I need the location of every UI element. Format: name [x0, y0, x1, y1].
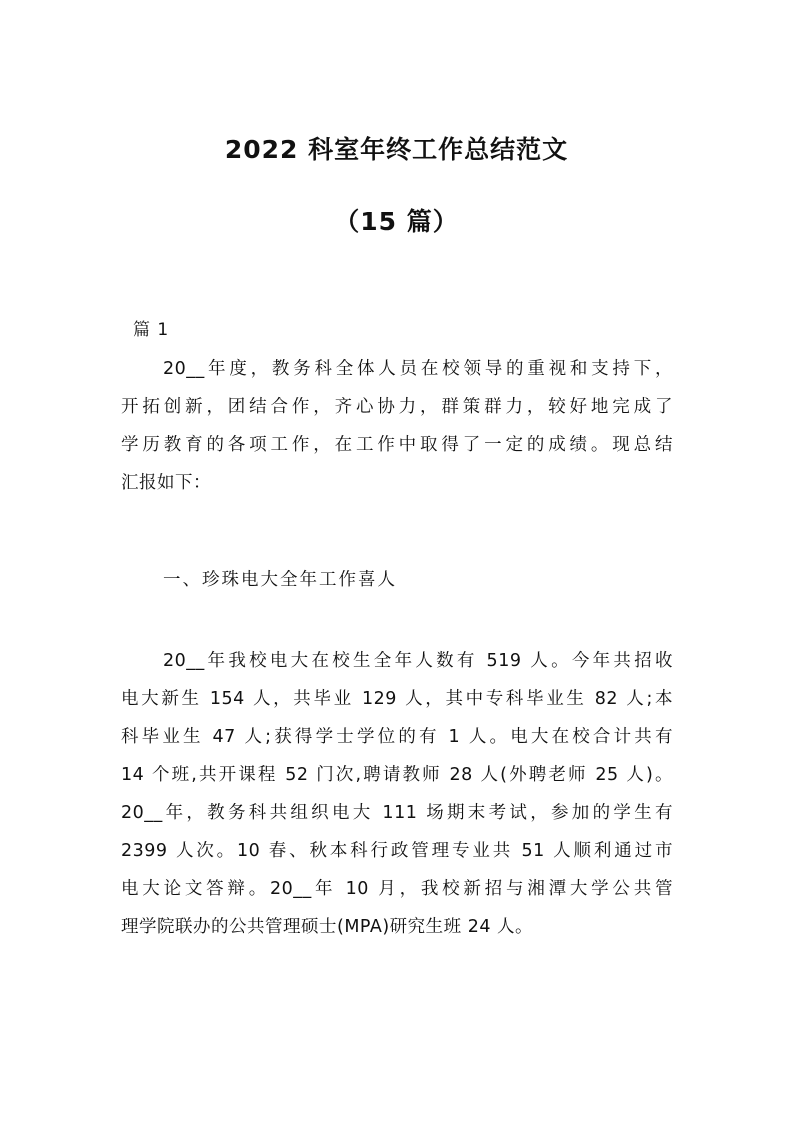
section-heading: 一、珍珠电大全年工作喜人 [163, 570, 397, 590]
paragraph-line: 14 个班,共开课程 52 门次,聘请教师 28 人(外聘老师 25 人)。 [121, 765, 673, 785]
section-label: 篇 1 [133, 320, 170, 340]
paragraph-line: 20__年度，教务科全体人员在校领导的重视和支持下， [163, 359, 673, 379]
document-title: 2022 科室年终工作总结范文 [224, 135, 569, 164]
paragraph-line: 开拓创新，团结合作，齐心协力，群策群力，较好地完成了 [121, 397, 673, 417]
paragraph-line: 汇报如下： [121, 473, 211, 493]
paragraph-line: 电大论文答辩。20__年 10 月，我校新招与湘潭大学公共管 [121, 879, 673, 899]
document-subtitle: （15 篇） [334, 207, 459, 236]
paragraph-line: 理学院联办的公共管理硕士(MPA)研究生班 24 人。 [121, 917, 534, 937]
paragraph-line: 20__年，教务科共组织电大 111 场期末考试，参加的学生有 [121, 803, 673, 823]
paragraph-line: 学历教育的各项工作，在工作中取得了一定的成绩。现总结 [121, 435, 673, 455]
paragraph-line: 2399 人次。10 春、秋本科行政管理专业共 51 人顺利通过市 [121, 841, 673, 861]
paragraph-line: 科毕业生 47 人;获得学士学位的有 1 人。电大在校合计共有 [121, 727, 673, 747]
paragraph-line: 20__年我校电大在校生全年人数有 519 人。今年共招收 [163, 651, 673, 671]
paragraph-line: 电大新生 154 人，共毕业 129 人，其中专科毕业生 82 人;本 [121, 689, 673, 709]
